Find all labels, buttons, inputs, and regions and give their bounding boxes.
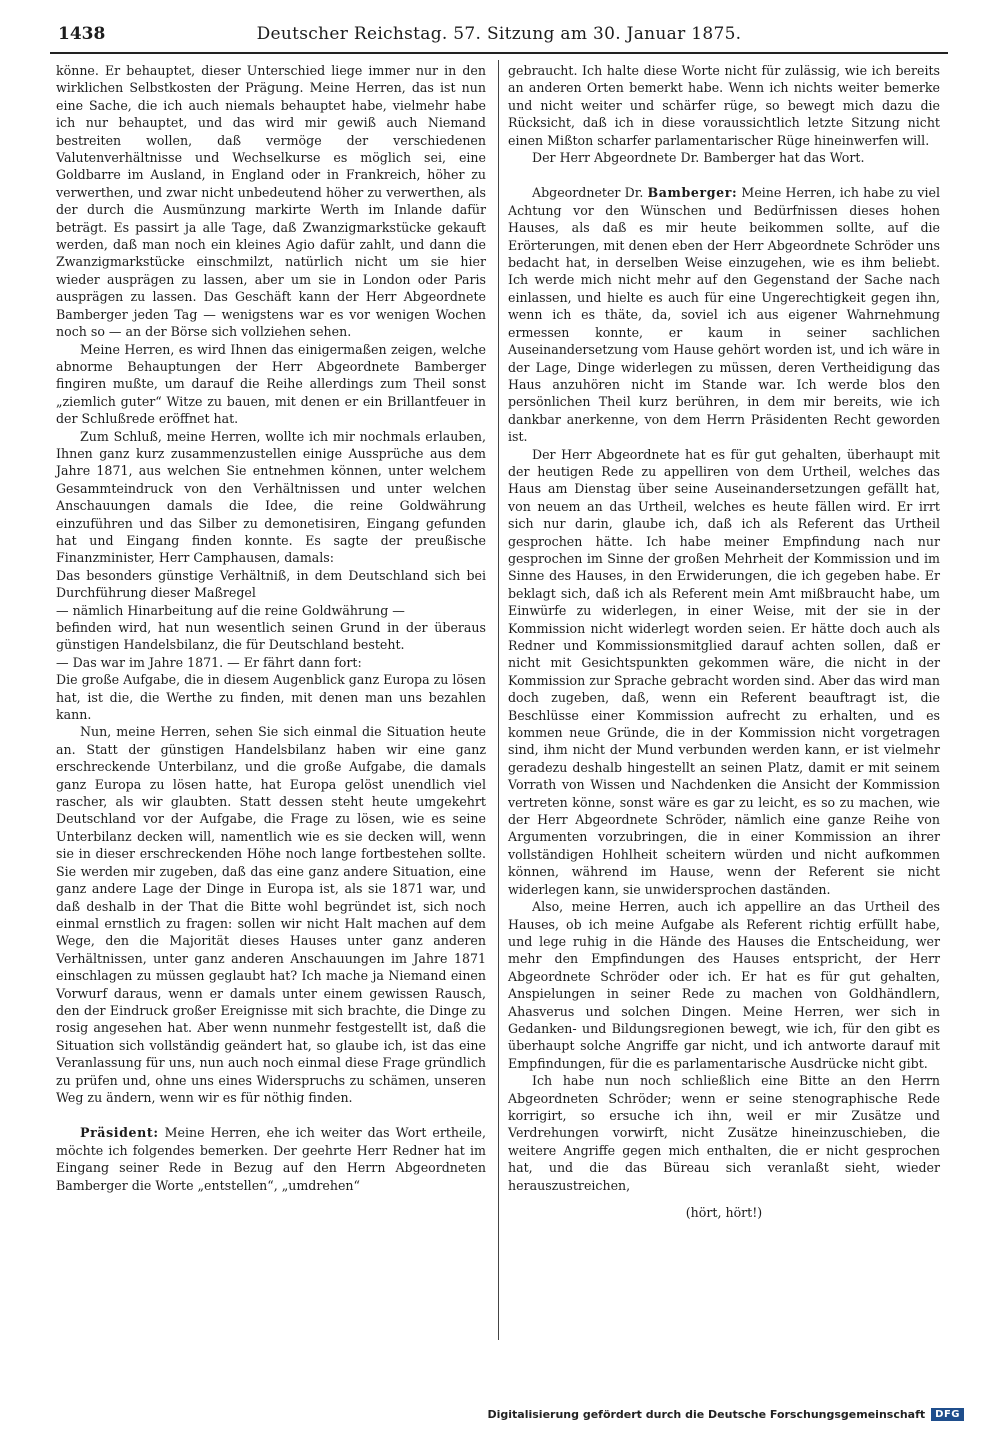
- left-column: [56, 62, 486, 1194]
- paragraph: Meine Herren, ich habe zu viel Achtung vor den Wünschen und Bedürfnissen dieses hohen Hauses, als daß es mir heute beikommen sollte, auf die Erörterungen, mit denen eben der Herr Abgeordnete Schröder uns bedacht hat, in derselben Weise einzugehen, wie es ihm beliebt. Ich werde mich nicht mehr auf den Gegenstand der Sache nach einlassen, und hielte es auch für eine Ungerechtigkeit gegen ihn, wenn ich es thäte, da, soviel ich aus eigener Wahrnehmung ermessen konnte, er kaum in seiner sachlichen Auseinandersetzung vom Hause gehört worden ist, und ich wäre in der Lage, Dinge widerlegen zu müssen, deren Vertheidigung das Haus anzuhören nicht im Stande war. Ich werde blos den persönlichen Theil kurz berühren, in dem mir bereits, wie ich dankbar anerkenne, von dem Herrn Präsidenten Recht geworden ist.: [508, 185, 940, 445]
- paragraph: könne. Er behauptet, dieser Unterschied liege immer nur in den wirklichen Selbstkosten der Prägung. Meine Herren, das ist nun eine Sache, die ich auch niemals behauptet habe, vielmehr habe ich nur behauptet, und das wird mir gewiß auch Niemand bestreiten wollen, daß vermöge der verschiedenen Valutenverhältnisse und Wechselkurse es möglich sei, eine Goldbarre im Ausland, in England oder in Frankreich, höher zu verwerthen, und zwar nicht unbedeutend höher zu verwerthen, als der durch die Ausmünzung markirte Werth im Inlande dafür beträgt. Es passirt ja alle Tage, daß Zwanzigmarkstücke gekauft werden, daß man noch ein kleines Agio dafür zahlt, und dann die Zwanzigmarkstücke einschmilzt, natürlich nicht um sie hier wieder ausprägen zu lassen, aber um sie in London oder Paris ausprägen zu lassen. Das Geschäft kann der Herr Abgeordnete Bamberger jeden Tag — wenigstens war es vor wenigen Wochen noch so — an der Börse sich vollziehen sehen.: [56, 63, 486, 340]
- paragraph: Ich habe nun noch schließlich eine Bitte an den Herrn Abgeordneten Schröder; wenn er seine stenographische Rede korrigirt, so ersuche ich ihn, weil er mir Zusätze und Verdrehungen vorwirft, nicht Zusätze hineinzuschieben, die weitere Angriffe gegen mich enthalten, die er nicht gesprochen hat, und die das Büreau sich veranlaßt sieht, wieder herauszustreichen,: [508, 1073, 940, 1193]
- page-header: [50, 22, 948, 54]
- speaker-name: Bamberger:: [647, 185, 738, 201]
- paragraph: Der Herr Abgeordnete hat es für gut gehalten, überhaupt mit der heutigen Rede zu appelliren von dem Urtheil, welches das Haus am Dienstag über seine Auseinandersetzungen gefällt hat, von neuem an das Urtheil, welches es heute fällen wird. Er irrt sich nur darin, glaube ich, daß ich als Referent das Urtheil gesprochen hätte. Ich habe meiner Empfindung nach nur gesprochen im Sinne der großen Mehrheit der Kommission und im Sinne des Hauses, in den Erwiderungen, die ich gegeben habe. Er beklagt sich, daß ich als Referent mein Amt mißbraucht habe, um Einwürfe zu widerlegen, in einer Weise, mit der sie in der Kommission nicht widerlegt worden seien. Er hätte doch auch als Redner und Kommissionsmitglied darauf achten sollen, daß er nicht mit Gesichtspunkten gekommen wäre, die nicht in der Kommission zur Sprache gebracht worden sind. Aber das wird man doch zugeben, daß, wenn ein Referent beauftragt ist, die Beschlüsse einer Kommission aufrecht zu erhalten, und es kommen neue Gründe, die in der Kommission nicht vorgetragen sind, ihm nicht der Mund verbunden werden kann, er ist vielmehr geradezu deshalb hingestellt an seinen Platz, damit er mit seinem Vorrath von Wissen und Nachdenken die Ansicht der Kommission vertreten könne, sonst wäre es gar zu leicht, es so zu machen, wie der Herr Abgeordnete Schröder, nämlich eine ganze Reihe von Argumenten vorzubringen, die in einer Kommission an ihrer vollständigen Hohlheit scheitern würden und nicht aufkommen können, während im Hause, wenn der Referent sie nicht widerlegen kann, sie unwidersprochen daständen.: [508, 446, 940, 897]
- right-column: [508, 62, 940, 1221]
- running-title: Deutscher Reichstag. 57. Sitzung am 30. Januar 1875.: [256, 24, 742, 44]
- paragraph: Zum Schluß, meine Herren, wollte ich mir nochmals erlauben, Ihnen ganz kurz zusammenzustellen einige Aussprüche aus dem Jahre 1871, aus welchen Sie entnehmen können, unter welchem Gesammteindruck von den Verhältnissen und unter welchen Anschauungen damals die Idee, die reine Goldwährung einzuführen und das Silber zu demonetisiren, Eingang gefunden hat und Eingang finden konnte. Es sagte der preußische Finanzminister, Herr Camphausen, damals:: [56, 428, 486, 566]
- paragraph: Nun, meine Herren, sehen Sie sich einmal die Situation heute an. Statt der günstigen Handelsbilanz haben wir eine ganz erschreckende Unterbilanz, und die große Aufgabe, die damals ganz Europa zu lösen hatte, hat Europa gelöst unendlich viel rascher, als wir glaubten. Statt dessen steht heute umgekehrt Deutschland vor der Aufgabe, die Frage zu lösen, wie es seine Unterbilanz decken will, namentlich wie es sie decken will, wenn sie in dieser erschreckenden Höhe noch lange fortbestehen sollte. Sie werden mir zugeben, daß das eine ganz andere Situation, eine ganz andere Lage der Dinge in Europa ist, als sie 1871 war, und daß deshalb in der That die Bitte wohl begründet ist, sich noch einmal ernstlich zu fragen: sollen wir nicht Halt machen auf dem Wege, den die Majorität dieses Hauses unter ganz anderen Verhältnissen, unter ganz anderen Anschauungen im Jahre 1871 einschlagen zu müssen geglaubt hat? Ich mache ja Niemand einen Vorwurf daraus, wenn er damals unter einem gewissen Rausch, den der Eindruck großer Ereignisse mit sich brachte, die Dinge zu rosig angesehen hat. Aber wenn nunmehr festgestellt ist, daß die Situation sich vollständig geändert hat, so glaube ich, ist das eine Veranlassung für uns, nun auch noch einmal diese Frage gründlich zu prüfen und, ohne uns eines Widerspruchs zu schämen, unseren Weg zu ändern, wenn wir es für nöthig finden.: [56, 724, 486, 1105]
- paragraph: Also, meine Herren, auch ich appellire an das Urtheil des Hauses, ob ich meine Aufgabe als Referent richtig erfüllt habe, und lege ruhig in die Hände des Hauses die Entscheidung, wer mehr den Empfindungen des Hauses entspricht, der Herr Abgeordnete Schröder oder ich. Er hat es für gut gehalten, Anspielungen in seiner Rede zu machen von Goldhändlern, Ahasverus und solchen Dingen. Meine Herren, wer sich in Gedanken- und Bildungsregionen bewegt, wie ich, für den gibt es überhaupt solche Angriffe gar nicht, und ich antworte darauf mit Empfindungen, für die es parlamentarische Ausdrücke nicht gibt.: [508, 899, 940, 1071]
- quotation: Das besonders günstige Verhältniß, in dem Deutschland sich bei Durchführung dieser Maßregel: [56, 567, 486, 601]
- digitization-credit: Digitalisierung gefördert durch die Deutsche Forschungsgemeinschaft: [487, 1408, 926, 1421]
- dfg-logo: DFG: [931, 1408, 964, 1421]
- speaker-title: Abgeordneter Dr.: [532, 185, 644, 201]
- paragraph: Meine Herren, ehe ich weiter das Wort ertheile, möchte ich folgendes bemerken. Der geehrte Herr Redner hat im Eingang seiner Rede in Bezug auf den Herrn Abgeordneten Bamberger die Worte „entstellen“, „umdrehen“: [56, 1125, 486, 1193]
- paragraph: gebraucht. Ich halte diese Worte nicht für zulässig, wie ich bereits an anderen Orten bemerkt habe. Wenn ich nichts weiter bemerke und nicht weiter und schärfer rüge, so bewegt mich dazu die Rücksicht, daß ich in diese voraussichtlich letzte Sitzung nicht einen Mißton scharfer parlamentarischer Rüge hineinwerfen will.: [508, 63, 940, 148]
- page-footer: [487, 1408, 964, 1421]
- page-number: 1438: [58, 24, 106, 44]
- paragraph: — Das war im Jahre 1871. — Er fährt dann fort:: [56, 654, 362, 670]
- speaker-name: Präsident:: [80, 1125, 159, 1141]
- quotation-interjection: — nämlich Hinarbeitung auf die reine Goldwährung —: [56, 602, 405, 618]
- column-divider: [498, 60, 499, 1340]
- paragraph: Meine Herren, es wird Ihnen das einigermaßen zeigen, welche abnorme Behauptungen der Herr Abgeordnete Bamberger fingiren mußte, um darauf die Reihe allerdings zum Theil sonst „ziemlich guter“ Witze zu bauen, mit denen er ein Brillantfeuer in der Schlußrede eröffnet hat.: [56, 341, 486, 427]
- paragraph: Der Herr Abgeordnete Dr. Bamberger hat das Wort.: [532, 150, 865, 166]
- quotation: Die große Aufgabe, die in diesem Augenblick ganz Europa zu lösen hat, ist die, die Werthe zu finden, mit denen man uns bezahlen kann.: [56, 672, 486, 723]
- interjection: (hört, hört!): [685, 1205, 763, 1220]
- quotation: befinden wird, hat nun wesentlich seinen Grund in der überaus günstigen Handelsbilanz, die für Deutschland besteht.: [56, 620, 486, 653]
